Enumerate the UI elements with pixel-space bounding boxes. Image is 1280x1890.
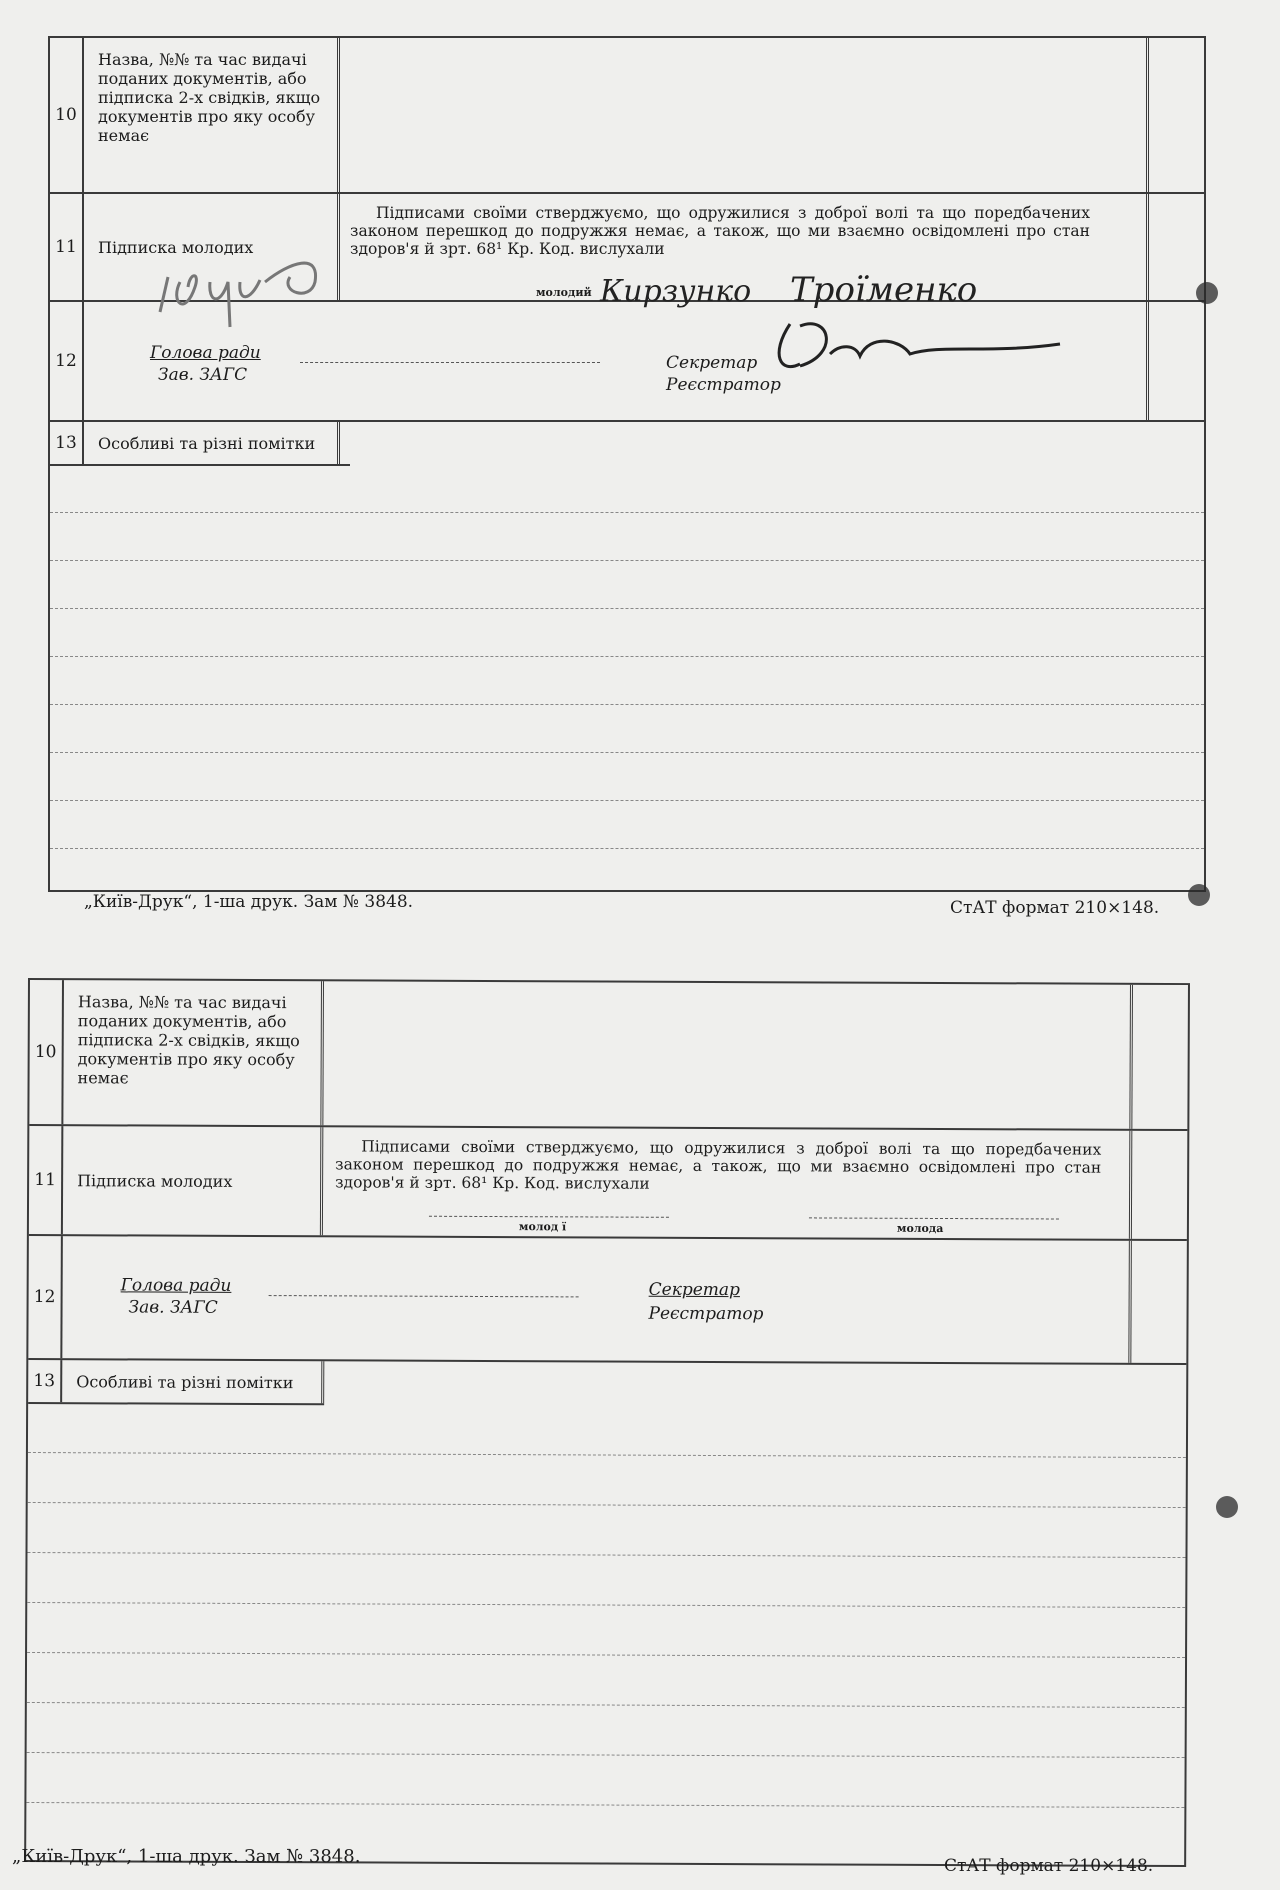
marriage-record-form-bottom bbox=[24, 978, 1190, 1867]
row-10 bbox=[29, 980, 1188, 1131]
row-11 bbox=[29, 1126, 1187, 1241]
row-13 bbox=[50, 422, 350, 466]
documents-label: Назва, №№ та час видачі поданих документів, або підписка 2-х свідків, якщо документів про яку особу немає bbox=[63, 980, 324, 1125]
printer-imprint: „Київ-Друк“, 1-ша друк. Зам № 3848. bbox=[84, 892, 414, 912]
notes-area bbox=[26, 1404, 1186, 1865]
secretary-label: Секретар bbox=[666, 353, 758, 373]
chairman-label: Голова ради bbox=[120, 1275, 232, 1296]
groom-signature: Кирзунко bbox=[600, 274, 752, 309]
printer-imprint: „Київ-Друк“, 1-ша друк. Зам № 3848. bbox=[12, 1846, 361, 1867]
spouses-signature-label: Підписка молодих bbox=[63, 1126, 323, 1235]
chairman-label: Голова ради bbox=[150, 343, 261, 363]
binder-hole bbox=[1188, 884, 1210, 906]
registrar-label: Реєстратор bbox=[666, 375, 781, 395]
groom-caption: молод ї bbox=[518, 1220, 567, 1234]
row-number: 11 bbox=[29, 1126, 63, 1234]
bride-signature: Троїменко bbox=[790, 270, 978, 310]
row-number: 12 bbox=[50, 302, 84, 420]
special-notes-label: Особливі та різні помітки bbox=[84, 422, 340, 464]
registrar-signature bbox=[760, 314, 1120, 394]
binder-hole bbox=[1216, 1496, 1238, 1518]
row-number: 10 bbox=[50, 38, 84, 192]
row-number: 11 bbox=[50, 194, 84, 300]
row-10 bbox=[50, 38, 1204, 194]
right-column bbox=[1146, 38, 1204, 192]
spouses-signature-label: Підписка молодих bbox=[84, 194, 340, 300]
row-number: 10 bbox=[29, 980, 64, 1124]
chairman-signature-line bbox=[300, 362, 600, 363]
right-column bbox=[1128, 1241, 1187, 1363]
declaration-text: Підписами своїми стверджуємо, що одружилися з доброї волі та що поредбачених законом перешкод до подружжя немає, а також, що ми взаємно освідомлені про стан здоров'я й зрт. 68¹ Кр. Код. вислухали bbox=[350, 204, 1090, 258]
chairman-signature-line bbox=[269, 1295, 579, 1297]
right-column bbox=[1146, 194, 1204, 300]
registry-head-label: Зав. ЗАГС bbox=[128, 1297, 218, 1318]
right-column bbox=[1129, 985, 1188, 1129]
special-notes-label: Особливі та різні помітки bbox=[62, 1360, 324, 1403]
format-imprint: СтАТ формат 210×148. bbox=[944, 1856, 1154, 1876]
marriage-record-form-top bbox=[48, 36, 1206, 892]
binder-hole bbox=[1196, 282, 1218, 304]
row-12 bbox=[28, 1236, 1187, 1365]
registry-head-label: Зав. ЗАГС bbox=[158, 365, 248, 385]
bride-signature-line bbox=[809, 1217, 1059, 1219]
row-number: 12 bbox=[28, 1236, 63, 1358]
secretary-label: Секретар bbox=[648, 1279, 741, 1301]
groom-caption: молодий bbox=[536, 286, 592, 299]
margin-handwritten-number bbox=[140, 242, 350, 362]
row-13 bbox=[28, 1360, 324, 1405]
row-number: 13 bbox=[50, 422, 84, 464]
declaration-text: Підписами своїми стверджуємо, що одружилися з доброї волі та що поредбачених законом перешкод до подружжя немає, а також, що ми взаємно освідомлені про стан здоров'я й зрт. 68¹ Кр. Код. вислухали bbox=[335, 1137, 1102, 1193]
bride-caption: молода bbox=[896, 1221, 944, 1235]
notes-area bbox=[50, 466, 1204, 890]
documents-label: Назва, №№ та час видачі поданих документів, або підписка 2-х свідків, якщо документів про яку особу немає bbox=[84, 38, 340, 192]
right-column bbox=[1129, 1131, 1187, 1239]
row-number: 13 bbox=[28, 1360, 62, 1402]
groom-signature-line bbox=[429, 1216, 669, 1218]
format-imprint: СтАТ формат 210×148. bbox=[950, 898, 1160, 918]
registrar-label: Реєстратор bbox=[648, 1303, 764, 1325]
right-column bbox=[1146, 302, 1204, 420]
